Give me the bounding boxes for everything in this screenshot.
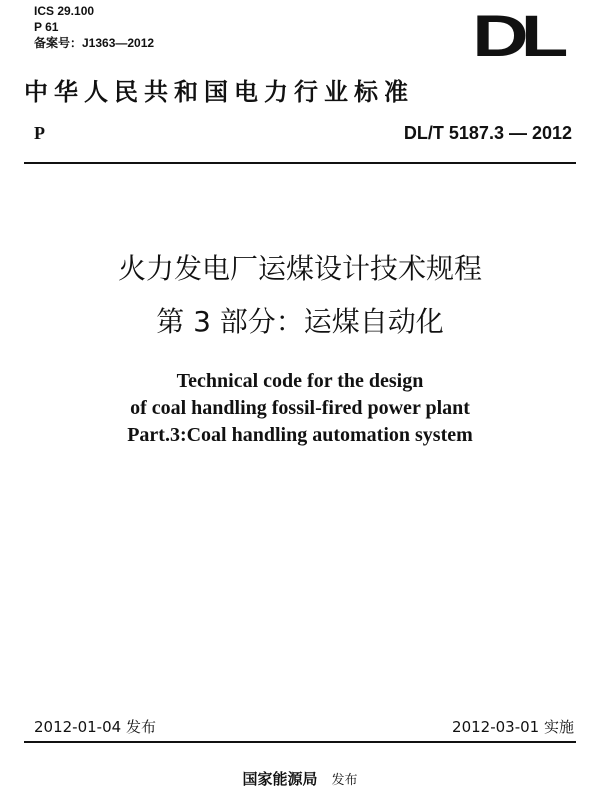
issuer: [0, 768, 600, 789]
standard-type-heading: 中华人民共和国电力行业标准: [24, 77, 414, 106]
standard-number: DL/T 5187.3 — 2012: [403, 123, 572, 143]
issuer-verb: 发布: [331, 773, 358, 788]
title-english-line-1: Technical code for the design: [176, 370, 424, 392]
category-letter: P: [34, 123, 45, 143]
bottom-divider: [24, 741, 576, 743]
ics-code: ICS 29.100: [34, 4, 95, 18]
title-chinese-line-1: 火力发电厂运煤设计技术规程: [117, 252, 482, 285]
ccs-code: P 61: [34, 20, 59, 34]
dl-logo: DL: [471, 4, 560, 69]
title-english-line-2: of coal handling fossil-fired power plant: [130, 397, 470, 419]
filing-number: 备案号：J1363—2012: [34, 36, 155, 50]
title-chinese-line-2: 第 3 部分：运煤自动化: [156, 305, 444, 338]
implementation-date: 2012-03-01 实施: [452, 718, 574, 736]
issue-date: 2012-01-04 发布: [34, 718, 156, 736]
top-divider: [24, 162, 576, 164]
title-english-line-3: Part.3:Coal handling automation system: [127, 424, 473, 446]
issuer-name: 国家能源局: [242, 770, 318, 788]
